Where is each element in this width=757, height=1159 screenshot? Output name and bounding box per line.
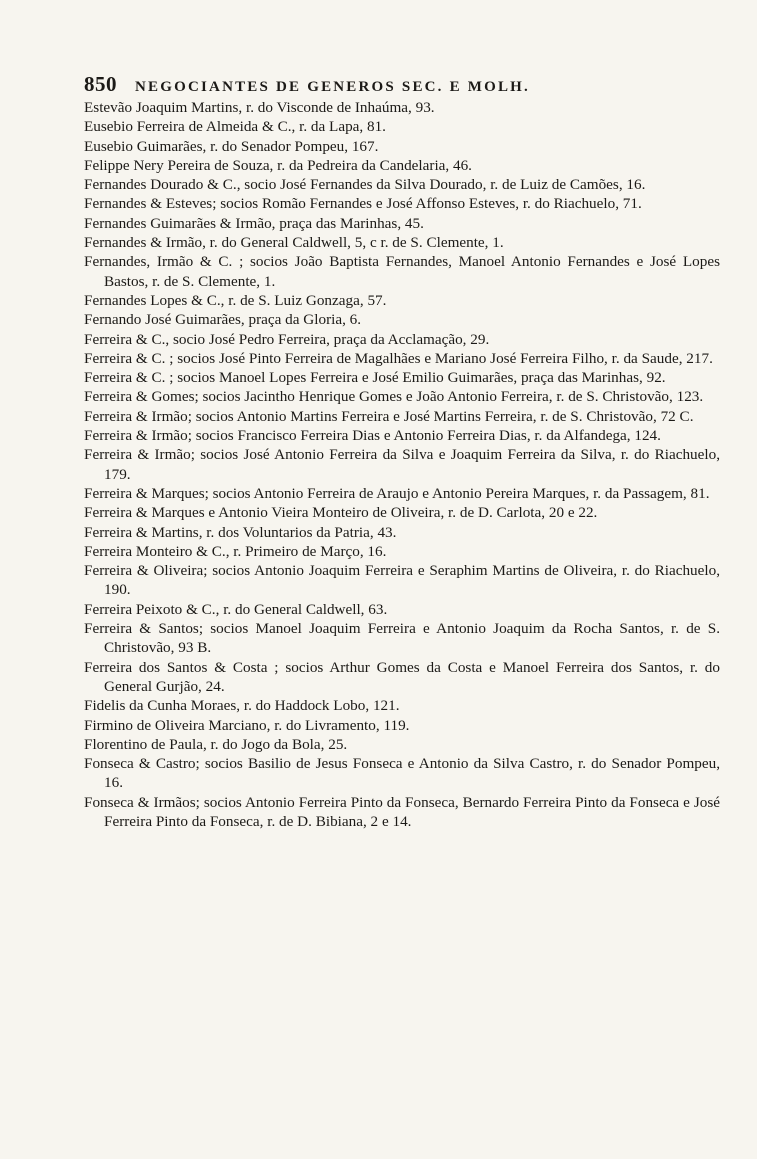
directory-entry: Florentino de Paula, r. do Jogo da Bola, 25. (84, 735, 348, 753)
directory-entry: Ferreira & Oliveira; socios Antonio Joaquim Ferreira e Seraphim Martins de Oliveira, r. do Riachuelo, 190. (84, 562, 720, 599)
directory-entry: Eusebio Ferreira de Almeida & C., r. da Lapa, 81. (84, 118, 386, 136)
directory-entry: Ferreira Peixoto & C., r. do General Caldwell, 63. (84, 600, 388, 618)
directory-entry: Ferreira & Irmão; socios Francisco Ferreira Dias e Antonio Ferreira Dias, r. da Alfandega, 124. (84, 427, 661, 445)
directory-entry: Fidelis da Cunha Moraes, r. do Haddock Lobo, 121. (84, 697, 400, 715)
directory-entry: Ferreira dos Santos & Costa ; socios Arthur Gomes da Costa e Manoel Ferreira dos Santos, r. do General Gurjão, 24. (84, 658, 720, 695)
directory-page (84, 72, 720, 1112)
directory-entry: Ferreira Monteiro & C., r. Primeiro de Março, 16. (84, 542, 387, 560)
directory-entry: Ferreira & C. ; socios Manoel Lopes Ferreira e José Emilio Guimarães, praça das Marinhas, 92. (84, 369, 666, 387)
directory-entry: Fernando José Guimarães, praça da Gloria, 6. (84, 311, 362, 329)
directory-entry: Fernandes, Irmão & C. ; socios João Baptista Fernandes, Manoel Antonio Fernandes e José Lopes Bastos, r. de S. Clemente, 1. (84, 253, 720, 290)
directory-entries (84, 98, 720, 831)
directory-entry: Ferreira & Santos; socios Manoel Joaquim Ferreira e Antonio Joaquim da Rocha Santos, r. de S. Christovão, 93 B. (84, 620, 720, 657)
directory-entry: Fonseca & Castro; socios Basilio de Jesus Fonseca e Antonio da Silva Castro, r. do Senador Pompeu, 16. (84, 755, 720, 792)
directory-entry: Ferreira & Irmão; socios Antonio Martins Ferreira e José Martins Ferreira, r. de S. Christovão, 72 C. (84, 407, 694, 425)
directory-entry: Ferreira & Marques e Antonio Vieira Monteiro de Oliveira, r. de D. Carlota, 20 e 22. (84, 504, 598, 522)
directory-entry: Firmino de Oliveira Marciano, r. do Livramento, 119. (84, 716, 410, 734)
directory-entry: Ferreira & C. ; socios José Pinto Ferreira de Magalhães e Mariano José Ferreira Filho, r. da Saude, 217. (84, 349, 713, 367)
directory-entry: Felippe Nery Pereira de Souza, r. da Pedreira da Candelaria, 46. (84, 156, 472, 174)
directory-entry: Fonseca & Irmãos; socios Antonio Ferreira Pinto da Fonseca, Bernardo Ferreira Pinto da Fonseca e José Ferreira Pinto da Fonseca, r. de D. Bibiana, 2 e 14. (84, 793, 720, 830)
directory-entry: Ferreira & Marques; socios Antonio Ferreira de Araujo e Antonio Pereira Marques, r. da Passagem, 81. (84, 484, 710, 502)
directory-entry: Ferreira & Martins, r. dos Voluntarios da Patria, 43. (84, 523, 397, 541)
page-header (84, 72, 720, 96)
directory-entry: Fernandes Lopes & C., r. de S. Luiz Gonzaga, 57. (84, 291, 387, 309)
directory-entry: Eusebio Guimarães, r. do Senador Pompeu, 167. (84, 137, 379, 155)
directory-entry: Fernandes Guimarães & Irmão, praça das Marinhas, 45. (84, 214, 424, 232)
directory-entry: Fernandes & Esteves; socios Romão Fernandes e José Affonso Esteves, r. do Riachuelo, 71. (84, 195, 642, 213)
running-head: NEGOCIANTES DE GENEROS SEC. E MOLH. (135, 79, 530, 95)
directory-entry: Estevão Joaquim Martins, r. do Visconde de Inhaúma, 93. (84, 99, 435, 116)
page-number: 850 (84, 72, 117, 96)
directory-entry: Ferreira & Irmão; socios José Antonio Ferreira da Silva e Joaquim Ferreira da Silva, r. do Riachuelo, 179. (84, 446, 720, 483)
directory-entry: Fernandes & Irmão, r. do General Caldwell, 5, c r. de S. Clemente, 1. (84, 234, 504, 252)
directory-entry: Ferreira & Gomes; socios Jacintho Henrique Gomes e João Antonio Ferreira, r. de S. Christovão, 123. (84, 388, 704, 406)
directory-entry: Fernandes Dourado & C., socio José Fernandes da Silva Dourado, r. de Luiz de Camões, 16. (84, 176, 646, 194)
directory-entry: Ferreira & C., socio José Pedro Ferreira, praça da Acclamação, 29. (84, 330, 490, 348)
